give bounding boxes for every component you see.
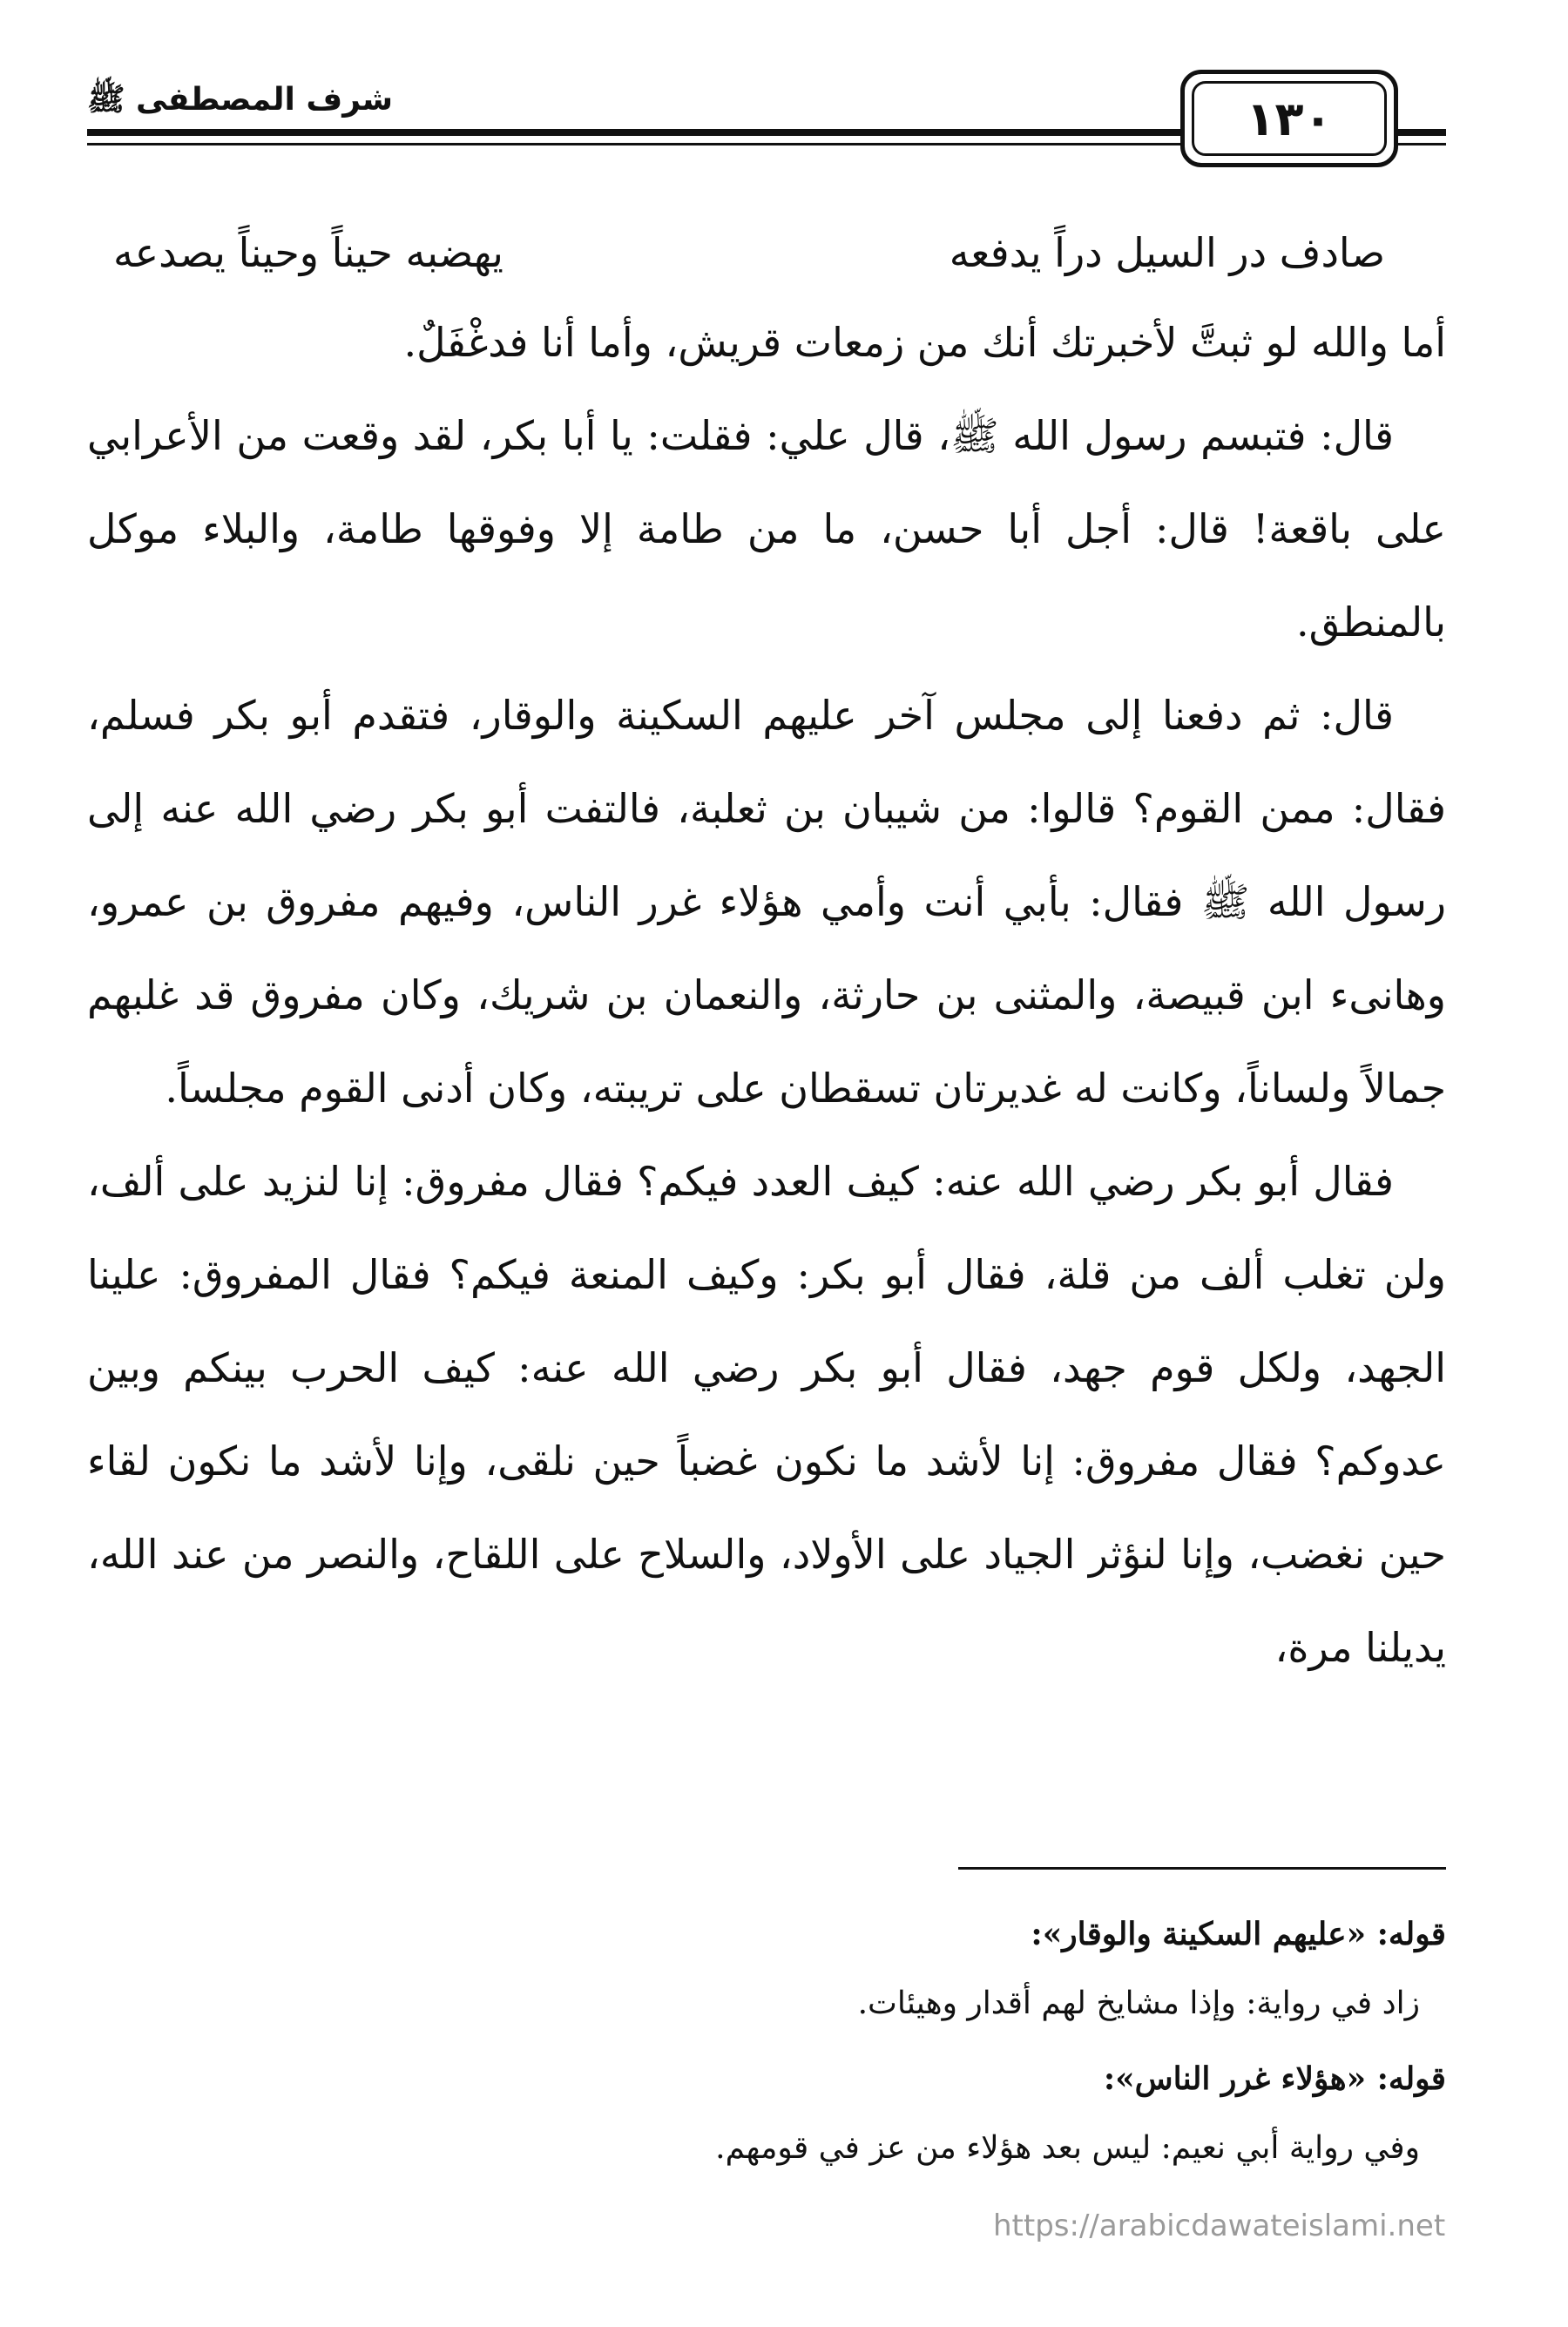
footnote-separator <box>958 1867 1446 1870</box>
main-text <box>87 209 1446 1695</box>
poetry-verse <box>87 209 1446 296</box>
page-number-frame <box>1180 70 1398 167</box>
paragraph: قال: ثم دفعنا إلى مجلس آخر عليهم السكينة والوقار، فتقدم أبو بكر فسلم، فقال: ممن القوم؟ قالوا: من شيبان بن ثعلبة، فالتفت أبو بكر رضي الله عنه إلى رسول الله ﷺ فقال: بأبي أنت وأمي هؤلاء غرر الناس، وفيهم مفروق بن عمرو، وهانىء ابن قبيصة، والمثنى بن حارثة، والنعمان بن شريك، وكان مفروق قد غلبهم جمالاً ولساناً، وكانت له غديرتان تسقطان على تريبته، وكان أدنى القوم مجلساً. <box>87 692 1446 1112</box>
book-title: شرف المصطفى ﷺ <box>87 82 394 118</box>
page-header <box>87 70 1446 166</box>
footnote-text: وفي رواية أبي نعيم: ليس بعد هؤلاء من عز في قومهم. <box>715 2130 1420 2166</box>
paragraph: فقال أبو بكر رضي الله عنه: كيف العدد فيكم؟ فقال مفروق: إنا لنزيد على ألف، ولن تغلب ألف من قلة، فقال أبو بكر: وكيف المنعة فيكم؟ فقال المفروق: علينا الجهد، ولكل قوم جهد، فقال أبو بكر رضي الله عنه: كيف الحرب بينكم وبين عدوكم؟ فقال مفروق: إنا لأشد ما نكون غضباً حين نلقى، وإنا لأشد ما نكون لقاء حين نغضب، وإنا لنؤثر الجياد على الأولاد، والسلاح على اللقاح، والنصر من عند الله، يديلنا مرة، <box>87 1158 1446 1671</box>
footnote <box>87 2044 1446 2183</box>
watermark-url: https://arabicdawateislami.net <box>993 2209 1446 2243</box>
footnotes <box>87 1899 1446 2188</box>
page-number: ١٣٠ <box>1192 81 1387 156</box>
paragraph: أما والله لو ثبتَّ لأخبرتك أنك من زمعات قريش، وأما أنا فدغْفَلٌ. <box>403 319 1446 366</box>
verse-first-hemistich: صادف در السيل دراً يدفعه <box>949 229 1385 276</box>
footnote-heading: قوله: «هؤلاء غرر الناس»: <box>1103 2060 1446 2097</box>
footnote-heading: قوله: «عليهم السكينة والوقار»: <box>1031 1916 1446 1952</box>
footnote-text: زاد في رواية: وإذا مشايخ لهم أقدار وهيئات. <box>857 1985 1420 2021</box>
verse-second-hemistich: يهضبه حيناً وحيناً يصدعه <box>113 229 504 276</box>
paragraph: قال: فتبسم رسول الله ﷺ، قال علي: فقلت: يا أبا بكر، لقد وقعت من الأعرابي على باقعة! قال: أجل أبا حسن، ما من طامة إلا وفوقها طامة، والبلاء موكل بالمنطق. <box>87 412 1446 646</box>
footnote <box>87 1899 1446 2039</box>
